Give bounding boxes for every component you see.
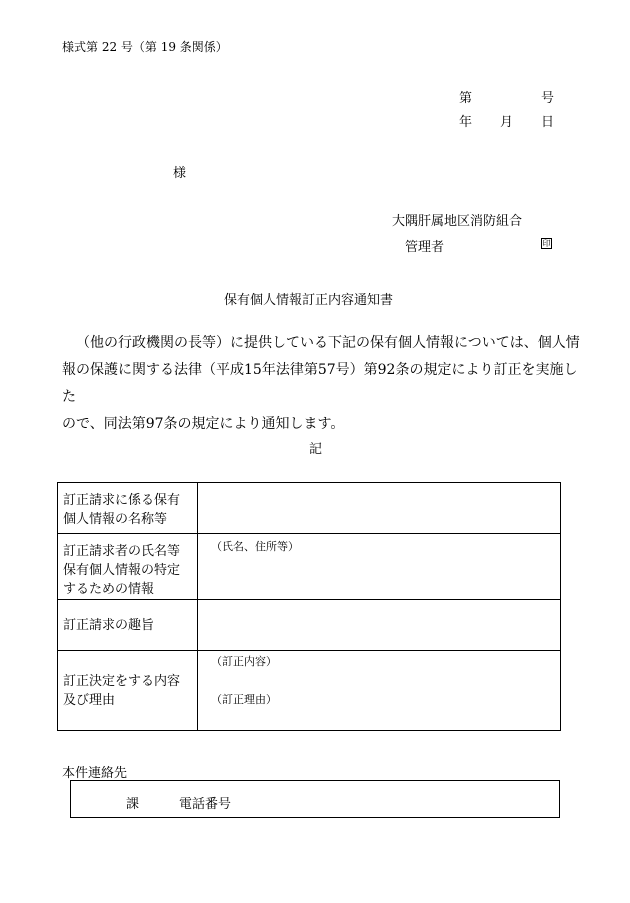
field-note: （訂正理由） — [211, 693, 277, 706]
number-prefix: 第 — [459, 91, 473, 106]
body-line: ので、同法第97条の規定により通知します。 — [62, 416, 345, 432]
body-paragraph — [62, 330, 582, 438]
contact-heading: 本件連絡先 — [62, 766, 128, 781]
date-year: 年 — [459, 115, 473, 130]
date-month: 月 — [500, 115, 514, 130]
info-table — [57, 482, 561, 731]
body-line: （他の行政機関の長等）に提供している下記の保有個人情報については、個人情 — [76, 335, 580, 351]
number-suffix: 号 — [541, 91, 555, 106]
sender-title: 管理者 — [405, 240, 445, 255]
date-day: 日 — [541, 115, 555, 130]
recipient-suffix: 様 — [173, 166, 187, 181]
contact-phone-label: 電話番号 — [179, 797, 232, 812]
row-label: 訂正決定をする内容 及び理由 — [58, 651, 198, 731]
row-value — [198, 651, 561, 731]
table-row — [58, 534, 561, 600]
row-label: 訂正請求の趣旨 — [58, 600, 198, 651]
contact-box — [70, 780, 560, 818]
document-title: 保有個人情報訂正内容通知書 — [224, 293, 394, 308]
row-value — [198, 483, 561, 534]
row-value — [198, 600, 561, 651]
contact-section: 課 — [126, 797, 140, 812]
row-label: 訂正請求に係る保有 個人情報の名称等 — [58, 483, 198, 534]
field-note: （訂正内容） — [211, 655, 277, 668]
table-row — [58, 600, 561, 651]
row-value — [198, 534, 561, 600]
form-number: 様式第 22 号（第 19 条関係） — [62, 40, 228, 54]
seal-stamp: 印 — [542, 239, 551, 248]
body-line: 報の保護に関する法律（平成15年法律第57号）第92条の規定により訂正を実施した — [62, 362, 578, 405]
field-note: （氏名、住所等） — [211, 540, 299, 553]
row-label: 訂正請求者の氏名等 保有個人情報の特定 するための情報 — [58, 534, 198, 600]
table-row — [58, 651, 561, 731]
sender-organization: 大隅肝属地区消防組合 — [392, 214, 523, 229]
ki-marker: 記 — [309, 442, 323, 457]
table-row — [58, 483, 561, 534]
